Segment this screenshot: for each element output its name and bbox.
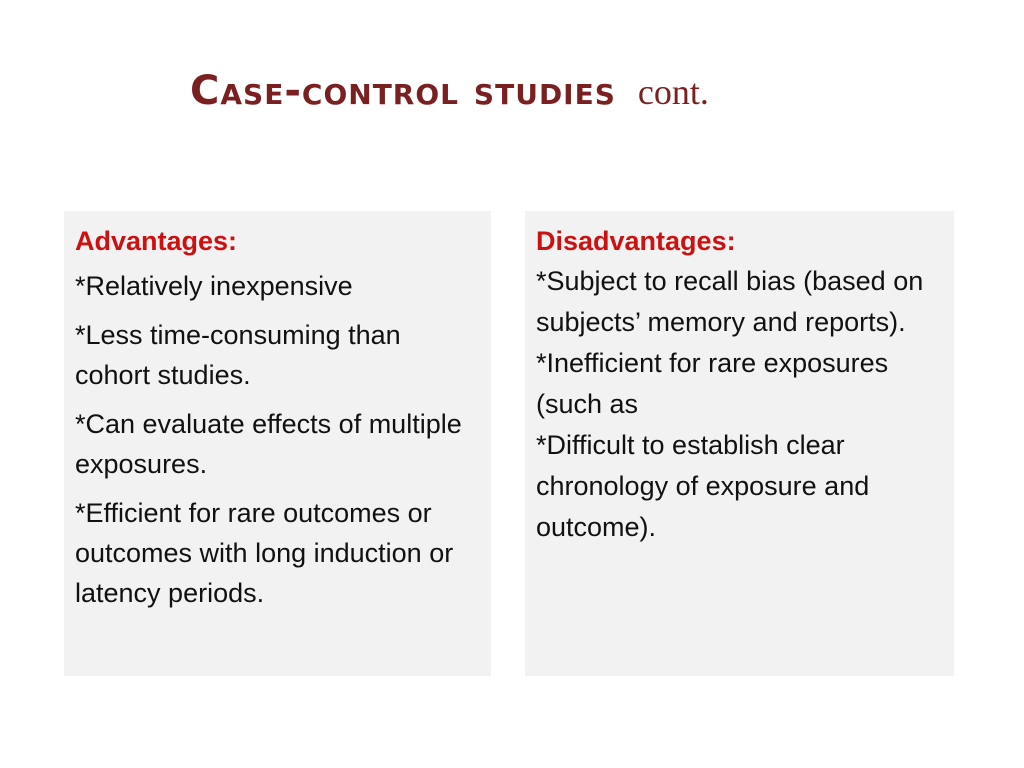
disadvantages-item: *Inefficient for rare exposures (such as — [536, 348, 889, 419]
advantages-item: *Less time-consuming than cohort studies. — [75, 320, 401, 390]
slide-title-main: Case-control studies — [190, 68, 616, 114]
disadvantages-list — [536, 261, 944, 548]
slide-title — [190, 68, 709, 114]
advantages-item: *Can evaluate effects of multiple exposures. — [75, 409, 462, 479]
advantages-panel — [64, 211, 491, 676]
advantages-heading: Advantages: — [75, 226, 238, 256]
slide-title-suffix: cont. — [637, 72, 709, 112]
advantages-list — [75, 266, 481, 613]
disadvantages-item: *Subject to recall bias (based on subjects’ memory and reports). — [536, 266, 924, 337]
disadvantages-item: *Difficult to establish clear chronology of exposure and outcome). — [536, 430, 870, 542]
advantages-item: *Relatively inexpensive — [75, 271, 353, 301]
advantages-item: *Efficient for rare outcomes or outcomes with long induction or latency periods. — [75, 498, 454, 608]
disadvantages-panel — [525, 211, 954, 676]
disadvantages-heading: Disadvantages: — [536, 226, 736, 256]
